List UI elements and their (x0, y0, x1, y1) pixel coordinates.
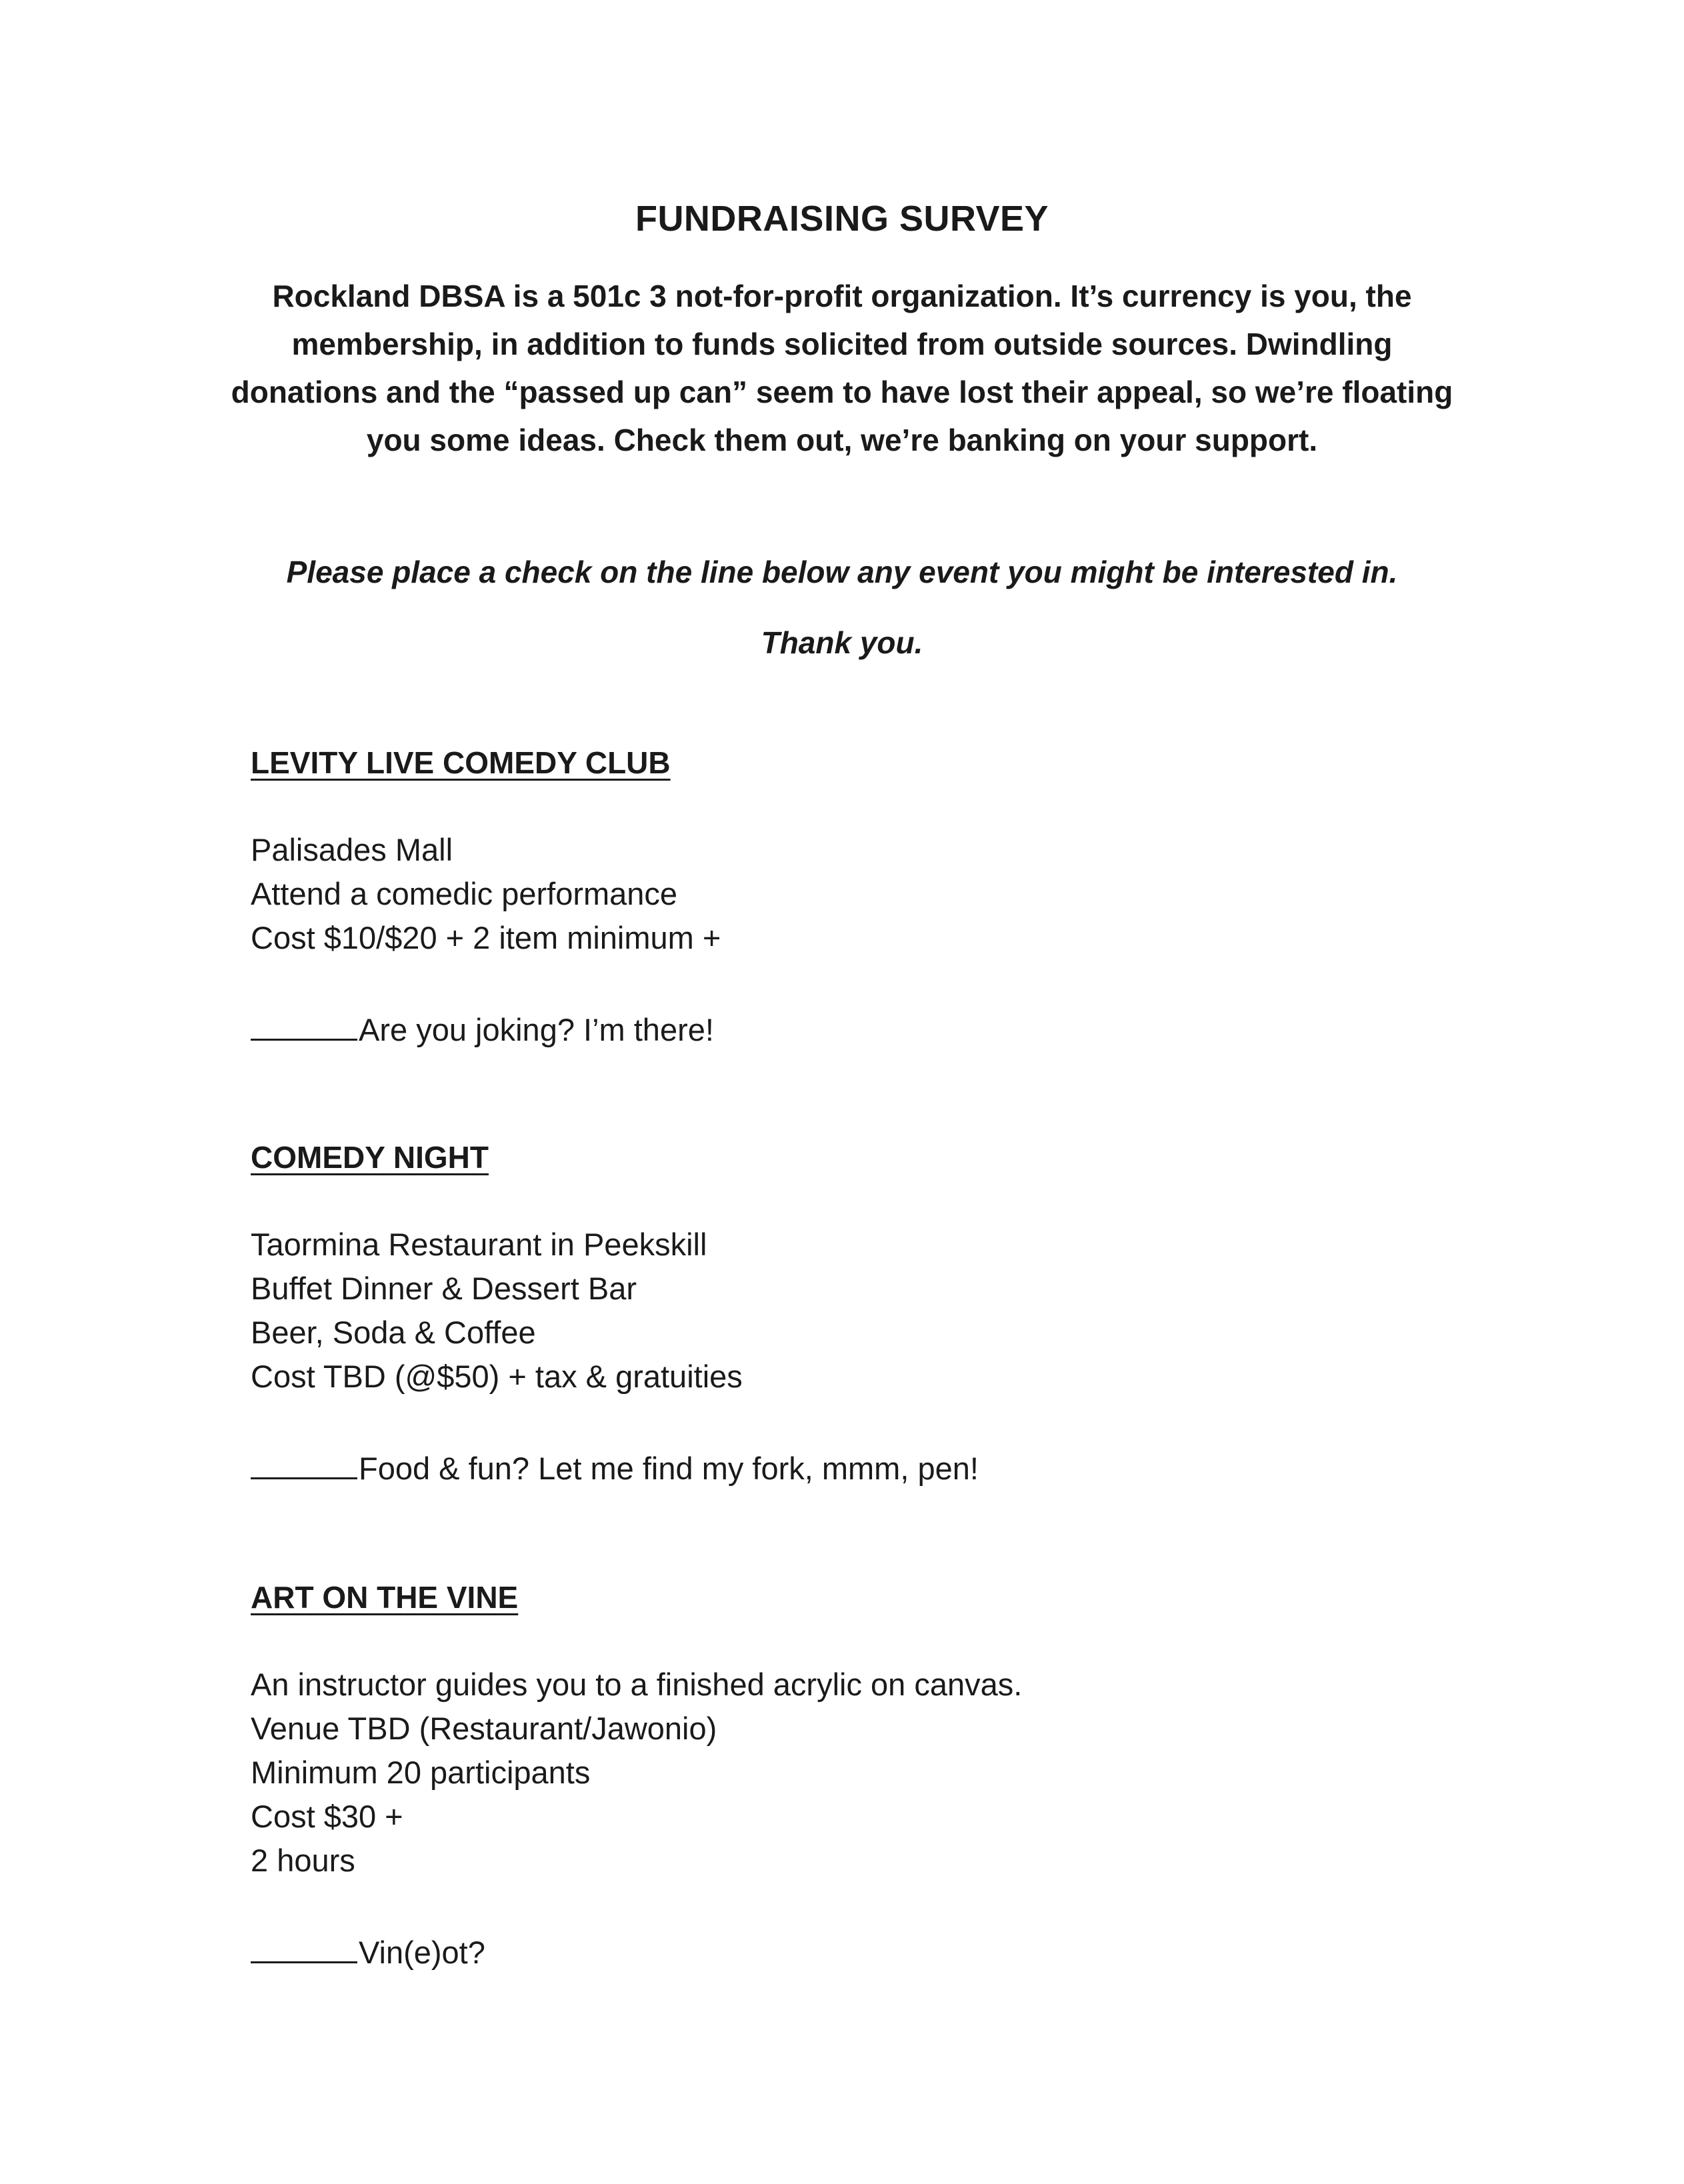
detail-line: Cost $30 + (251, 1799, 403, 1834)
event-details (251, 828, 1517, 960)
detail-line: Buffet Dinner & Dessert Bar (251, 1271, 637, 1306)
detail-line: Taormina Restaurant in Peekskill (251, 1227, 707, 1262)
check-line[interactable] (251, 1443, 357, 1479)
event-section-art-on-the-vine (251, 1576, 1517, 1975)
event-details (251, 1663, 1517, 1883)
response-text: Vin(e)ot? (359, 1935, 485, 1970)
detail-line: An instructor guides you to a finished acrylic on canvas. (251, 1667, 1023, 1702)
detail-line: Cost $10/$20 + 2 item minimum + (251, 920, 721, 955)
intro-paragraph: Rockland DBSA is a 501c 3 not-for-profit organization. It’s currency is you, the membership, in addition to funds solicited from outside sources. Dwindling donations and the “passed up can” seem to have lost their appeal, so we’re floating you some ideas. Check them out, we’re banking on your support. (231, 279, 1453, 457)
detail-line: Attend a comedic performance (251, 876, 678, 911)
detail-line: Beer, Soda & Coffee (251, 1315, 536, 1350)
event-details (251, 1223, 1517, 1399)
response-text: Food & fun? Let me find my fork, mmm, pen! (359, 1451, 979, 1486)
event-section-comedy-night (251, 1136, 1517, 1491)
instruction-text: Please place a check on the line below any event you might be interested in. (286, 555, 1398, 589)
event-section-levity-live (251, 741, 1517, 1052)
detail-line: Cost TBD (@$50) + tax & gratuities (251, 1359, 743, 1394)
detail-line: Palisades Mall (251, 832, 453, 867)
detail-line: Minimum 20 participants (251, 1755, 591, 1790)
response-row (251, 1004, 1517, 1052)
detail-line: 2 hours (251, 1843, 355, 1878)
response-text: Are you joking? I’m there! (359, 1012, 714, 1047)
section-heading: ART ON THE VINE (251, 1580, 519, 1615)
thank-you-text: Thank you. (761, 625, 923, 660)
page-title: FUNDRAISING SURVEY (635, 199, 1049, 239)
detail-line: Venue TBD (Restaurant/Jawonio) (251, 1711, 717, 1746)
check-line[interactable] (251, 1927, 357, 1963)
response-row (251, 1927, 1517, 1975)
response-row (251, 1443, 1517, 1491)
section-heading: COMEDY NIGHT (251, 1140, 489, 1175)
check-line[interactable] (251, 1004, 357, 1041)
section-heading: LEVITY LIVE COMEDY CLUB (251, 745, 671, 780)
